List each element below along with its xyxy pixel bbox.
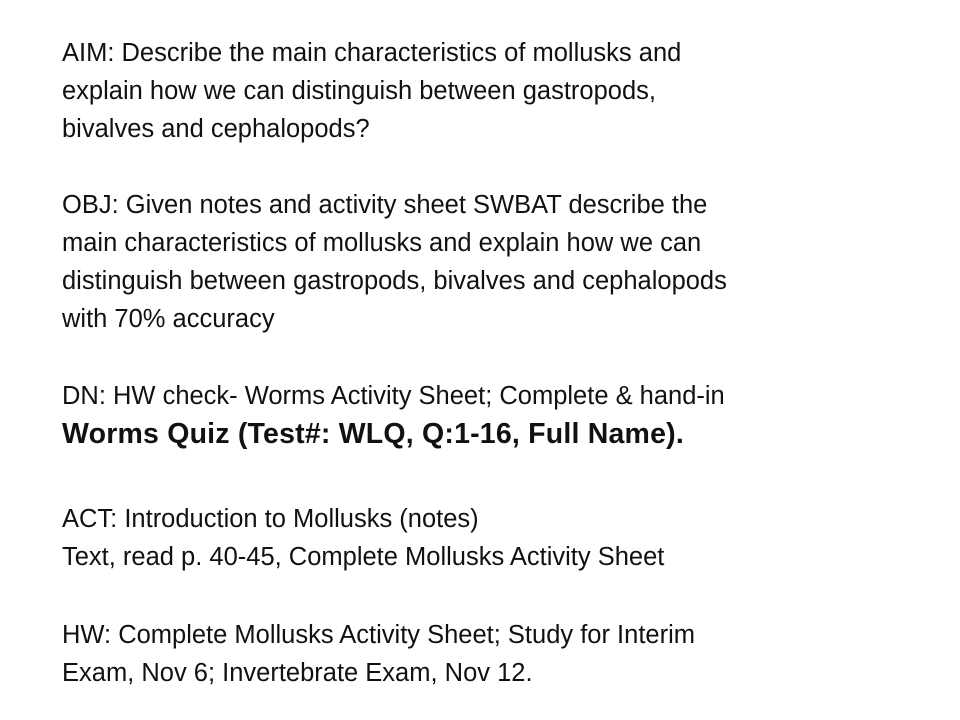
do-now-line: DN: HW check- Worms Activity Sheet; Complete & hand-in xyxy=(62,382,725,410)
aim-line: AIM: Describe the main characteristics of mollusks and xyxy=(62,39,682,67)
homework-line: Exam, Nov 6; Invertebrate Exam, Nov 12. xyxy=(62,659,533,687)
aim-section xyxy=(62,34,942,148)
aim-line: bivalves and cephalopods? xyxy=(62,115,370,143)
objective-line: distinguish between gastropods, bivalves and cephalopods xyxy=(62,267,727,295)
aim-line: explain how we can distinguish between gastropods, xyxy=(62,77,656,105)
do-now-quiz-line: Worms Quiz (Test#: WLQ, Q:1-16, Full Name). xyxy=(62,418,684,450)
objective-section xyxy=(62,186,942,338)
homework-line: HW: Complete Mollusks Activity Sheet; Study for Interim xyxy=(62,621,695,649)
activity-line: Text, read p. 40-45, Complete Mollusks Activity Sheet xyxy=(62,543,665,571)
objective-line: OBJ: Given notes and activity sheet SWBAT describe the xyxy=(62,191,708,219)
do-now-section xyxy=(62,377,942,453)
objective-line: with 70% accuracy xyxy=(62,305,275,333)
activity-section xyxy=(62,500,942,576)
objective-line: main characteristics of mollusks and explain how we can xyxy=(62,229,702,257)
homework-section xyxy=(62,616,942,692)
activity-line: ACT: Introduction to Mollusks (notes) xyxy=(62,505,479,533)
